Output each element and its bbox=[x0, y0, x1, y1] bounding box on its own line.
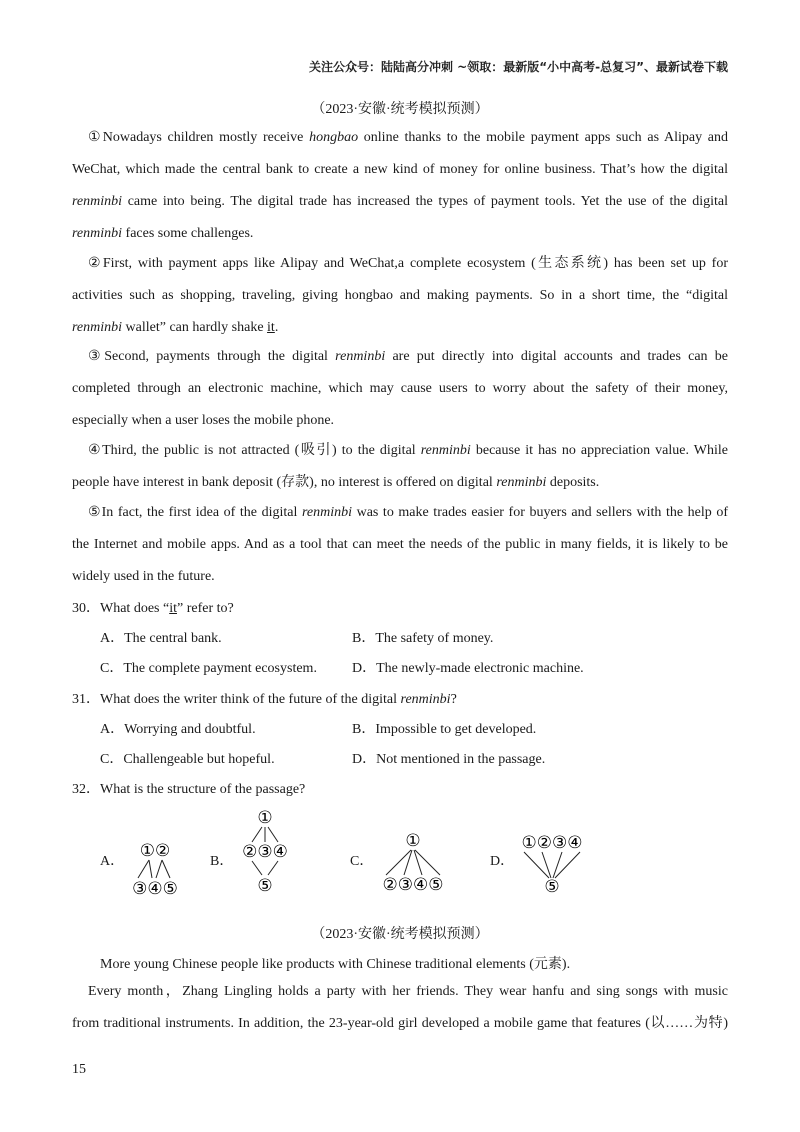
question-31: 31．What does the writer think of the future of the digital renminbi? bbox=[72, 692, 457, 707]
diagram-c-bottom: ②③④⑤ bbox=[382, 875, 444, 894]
p5-line-1: ⑤In fact, the first idea of the digital renminbi was to make trades easier for buyers and sellers with the help of bbox=[88, 505, 729, 520]
paragraph-3 bbox=[72, 341, 728, 437]
p7-line-2: from traditional instruments. In addition, the 23-year-old girl developed a mobile game that features (以……为特) bbox=[72, 1016, 728, 1031]
q30-option-d[interactable]: D．The newly-made electronic machine. bbox=[352, 661, 584, 676]
question-32: 32．What is the structure of the passage? bbox=[72, 782, 306, 797]
diagram-a-bottom: ③④⑤ bbox=[132, 879, 178, 898]
p5-line-2: the Internet and mobile apps. And as a tool that can meet the needs of the public in many fields, it is likely to be bbox=[72, 537, 728, 552]
paragraph-4 bbox=[72, 435, 728, 499]
source-tag: （2023·安徽·统考模拟预测） bbox=[311, 102, 489, 117]
diagram-b-top: ① bbox=[257, 808, 273, 827]
p3-line-3: especially when a user loses the mobile phone. bbox=[72, 413, 335, 428]
diagram-c-top: ① bbox=[405, 831, 421, 850]
p4-line-1: ④Third, the public is not attracted (吸引) to the digital renminbi because it has no appreciation value. While bbox=[88, 443, 728, 458]
paragraph-7 bbox=[72, 976, 728, 1040]
q32-option-b-label[interactable]: B． bbox=[210, 854, 234, 869]
paragraph-6: More young Chinese people like products with Chinese traditional elements (元素). bbox=[100, 957, 571, 972]
p3-line-2: completed through an electronic machine, which may cause users to worry about the safety of their money, bbox=[72, 381, 728, 396]
paragraph-5 bbox=[72, 497, 728, 593]
p1-line-4: renminbi faces some challenges. bbox=[72, 226, 254, 241]
paragraph-1 bbox=[72, 122, 728, 250]
q32-diagram-b[interactable] bbox=[232, 805, 298, 895]
p1-line-3: renminbi came into being. The digital trade has increased the types of payment tools. Yet the use of the digital bbox=[72, 194, 728, 209]
page-number: 15 bbox=[72, 1062, 86, 1077]
q32-option-a-label[interactable]: A． bbox=[100, 854, 125, 869]
p4-line-2: people have interest in bank deposit (存款), no interest is offered on digital renminbi deposits. bbox=[72, 475, 600, 490]
q31-option-b[interactable]: B．Impossible to get developed. bbox=[352, 722, 537, 737]
q31-option-d[interactable]: D．Not mentioned in the passage. bbox=[352, 752, 546, 767]
p5-line-3: widely used in the future. bbox=[72, 569, 215, 584]
diagram-b-bottom: ⑤ bbox=[257, 876, 273, 895]
p3-line-1: ③Second, payments through the digital renminbi are put directly into digital accounts and trades can be bbox=[88, 349, 728, 364]
diagram-d-top: ①②③④ bbox=[521, 833, 583, 852]
diagram-d-bottom: ⑤ bbox=[544, 877, 560, 896]
page-header: 关注公众号：陆陆高分冲刺 ~领取：最新版“小中高考-总复习”、最新试卷下载 bbox=[309, 60, 728, 74]
q30-option-b[interactable]: B．The safety of money. bbox=[352, 631, 494, 646]
source-tag-2: （2023·安徽·统考模拟预测） bbox=[311, 927, 489, 942]
p1-line-2: WeChat, which made the central bank to create a new kind of money for online business. That’s how the digital bbox=[72, 162, 728, 177]
q32-diagram-a[interactable] bbox=[120, 838, 190, 898]
p2-line-2: activities such as shopping, traveling, giving hongbao and making payments. So in a short time, the “digital bbox=[72, 288, 728, 303]
q32-diagram-d[interactable] bbox=[510, 828, 594, 896]
diagram-b-mid: ②③④ bbox=[242, 842, 288, 861]
q30-option-a[interactable]: A．The central bank. bbox=[100, 631, 222, 646]
p2-line-3: renminbi wallet” can hardly shake it. bbox=[72, 320, 279, 335]
p1-line-1: ①Nowadays children mostly receive hongbao online thanks to the mobile payment apps such as Alipay and bbox=[88, 130, 728, 145]
q32-option-c-label[interactable]: C． bbox=[350, 854, 374, 869]
q32-diagram-c[interactable] bbox=[372, 828, 454, 894]
diagram-a-top: ①② bbox=[139, 841, 171, 860]
paragraph-2 bbox=[72, 248, 728, 344]
question-30: 30．What does “it” refer to? bbox=[72, 601, 234, 616]
q31-option-a[interactable]: A．Worrying and doubtful. bbox=[100, 722, 256, 737]
p2-line-1: ②First, with payment apps like Alipay and WeChat,a complete ecosystem (生态系统) has been set up for bbox=[88, 256, 728, 271]
p7-line-1: Every month，Zhang Lingling holds a party with her friends. They wear hanfu and sing songs with music bbox=[88, 984, 728, 999]
q31-option-c[interactable]: C．Challengeable but hopeful. bbox=[100, 752, 275, 767]
q32-option-d-label[interactable]: D． bbox=[490, 854, 515, 869]
q30-option-c[interactable]: C．The complete payment ecosystem. bbox=[100, 661, 317, 676]
